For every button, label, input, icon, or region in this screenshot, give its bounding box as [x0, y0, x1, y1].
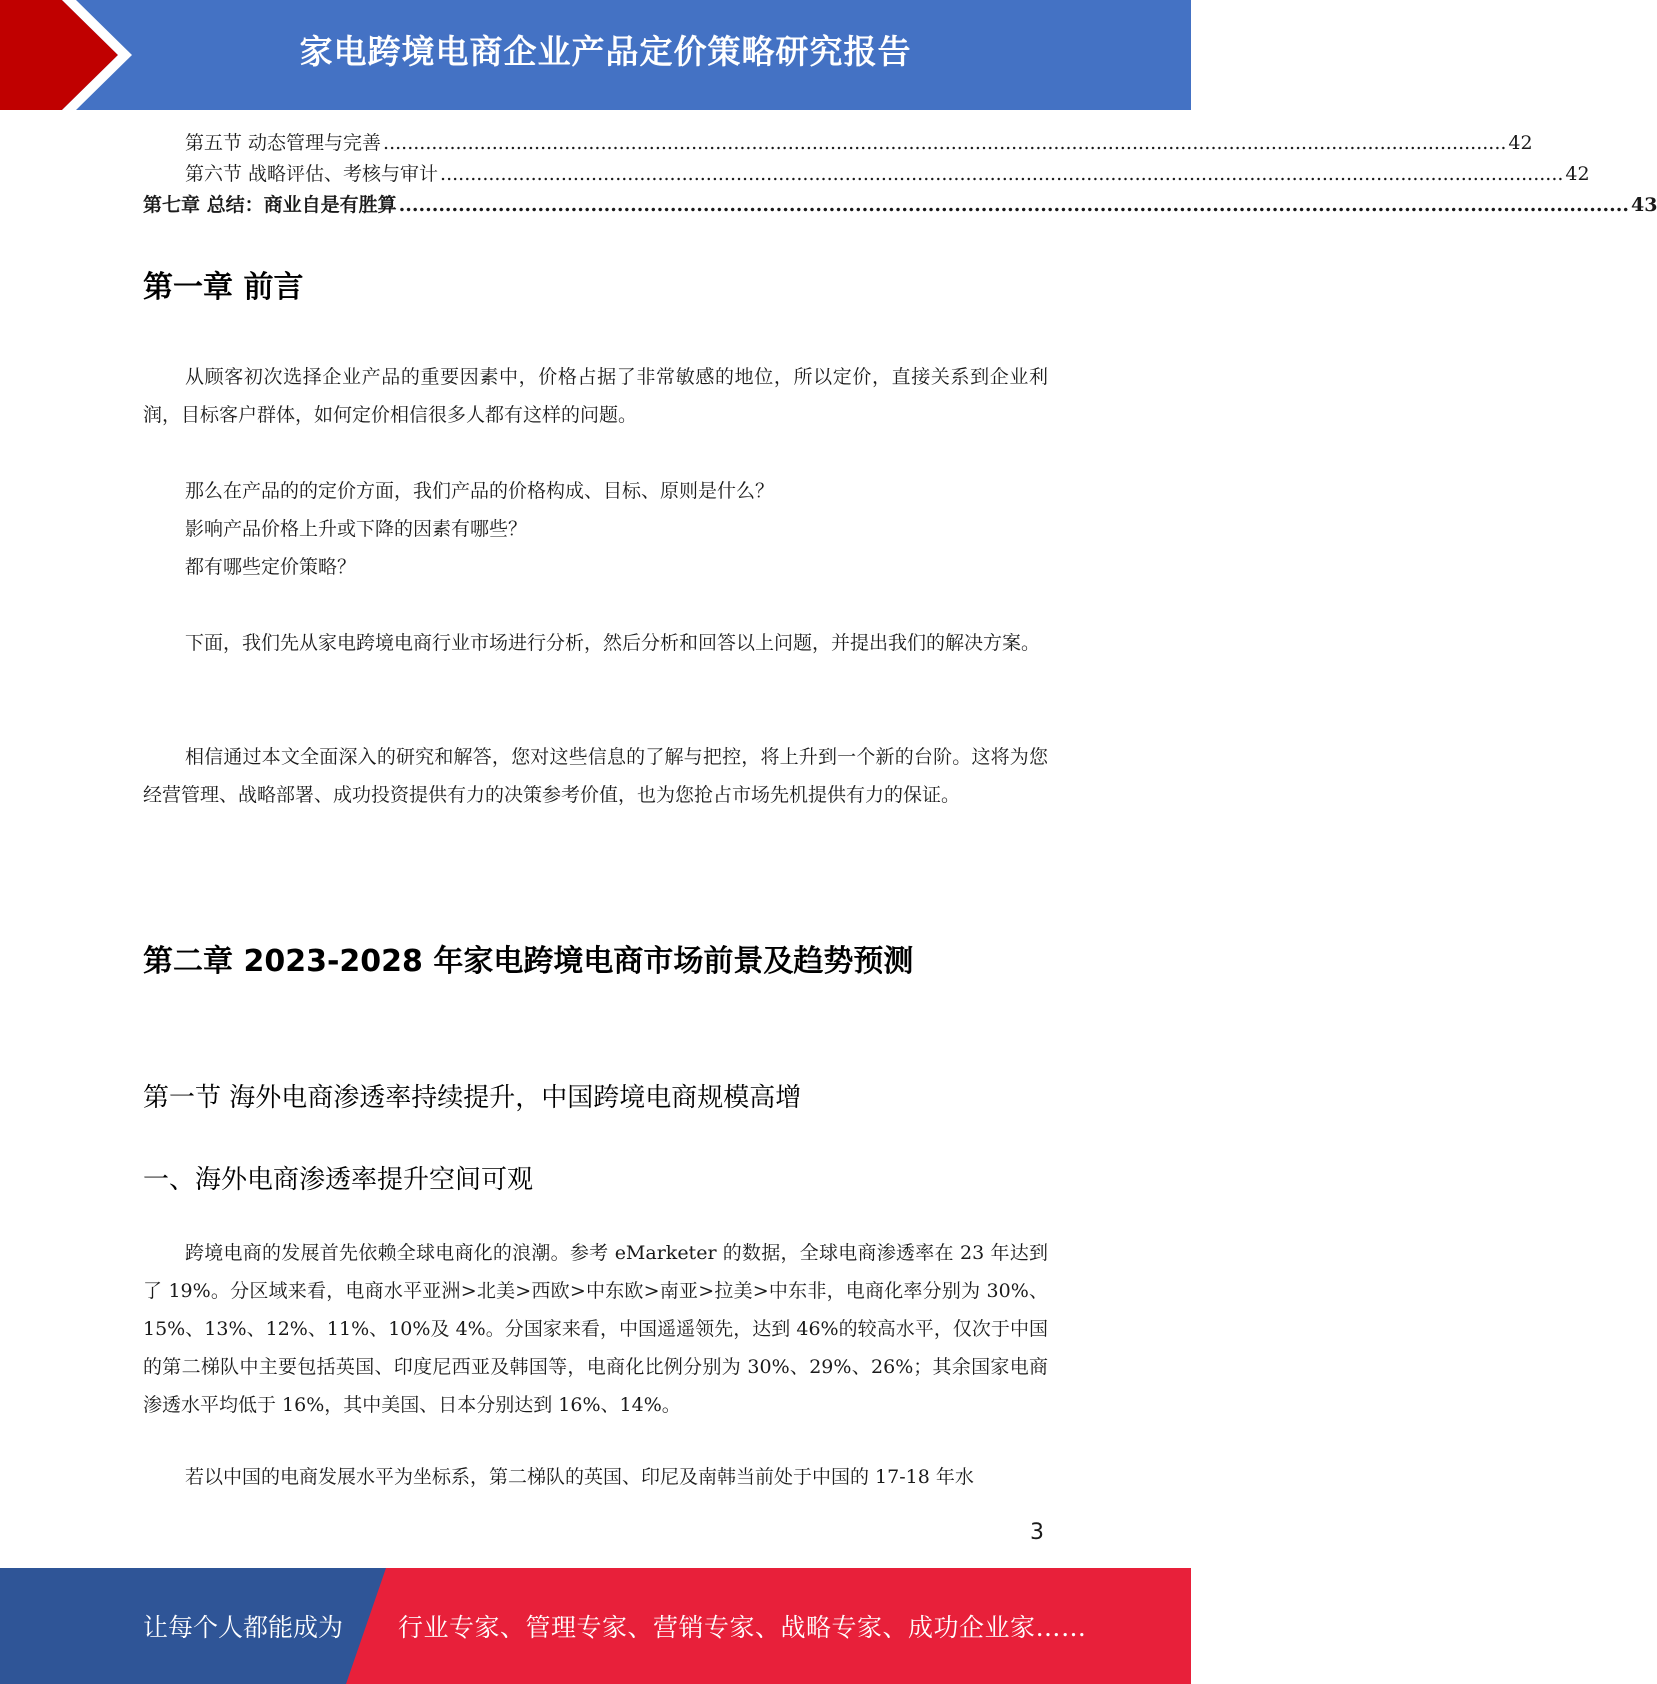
- table-of-contents: [143, 128, 1657, 221]
- page-number: 3: [1030, 1520, 1044, 1545]
- toc-entry-label: 第七章 总结：商业自是有胜算: [143, 194, 397, 216]
- chapter2-paragraph-1: 跨境电商的发展首先依赖全球电商化的浪潮。参考 eMarketer 的数据，全球电商渗透率在 23 年达到了 19%。分区域来看，电商水平亚洲>北美>西欧>中东欧>南亚>拉美>中东非，电商化率分别为 30%、15%、13%、12%、11%、10%及 4%。分国家来看，中国遥遥领先，达到 46%的较高水平，仅次于中国的第二梯队中主要包括英国、印度尼西亚及韩国等，电商化比例分别为 30%、29%、26%；其余国家电商渗透水平均低于 16%，其中美国、日本分别达到 16%、14%。: [143, 1242, 1048, 1416]
- footer-banner: [0, 1568, 1191, 1684]
- toc-entry-label: 第六节 战略评估、考核与审计: [185, 163, 439, 185]
- chapter1-question-2: 影响产品价格上升或下降的因素有哪些？: [185, 518, 528, 540]
- section1-heading: 第一节 海外电商渗透率持续提升，中国跨境电商规模高增: [143, 1083, 802, 1113]
- chapter2-paragraph-2: 若以中国的电商发展水平为坐标系，第二梯队的英国、印尼及南韩当前处于中国的 17-18 年水: [185, 1466, 974, 1488]
- toc-leader-dots: ..........................................................................................................................................................................................: [383, 132, 1507, 154]
- chapter1-paragraph-1: 从顾客初次选择企业产品的重要因素中，价格占据了非常敏感的地位，所以定价，直接关系到企业利润，目标客户群体，如何定价相信很多人都有这样的问题。: [143, 366, 1048, 426]
- chapter1-heading: 第一章 前言: [143, 270, 304, 305]
- footer-slogan-left: 让每个人都能成为: [143, 1613, 344, 1642]
- toc-entry-page: 42: [1565, 163, 1590, 185]
- chapter1-paragraph-2: 下面，我们先从家电跨境电商行业市场进行分析，然后分析和回答以上问题，并提出我们的解决方案。: [185, 632, 1041, 654]
- toc-leader-dots: ..........................................................................................................................................................................................: [398, 194, 1629, 216]
- footer-slogan-right: 行业专家、管理专家、营销专家、战略专家、成功企业家……: [398, 1613, 1087, 1642]
- header-banner: [0, 0, 1191, 110]
- subsection1-heading: 一、海外电商渗透率提升空间可观: [143, 1165, 534, 1195]
- chapter1-question-3: 都有哪些定价策略？: [185, 556, 357, 578]
- toc-entry[interactable]: [143, 159, 1590, 190]
- report-title: 家电跨境电商企业产品定价策略研究报告: [299, 32, 912, 71]
- chapter1-question-1: 那么在产品的的定价方面，我们产品的价格构成、目标、原则是什么？: [185, 480, 775, 502]
- toc-entry-label: 第五节 动态管理与完善: [185, 132, 382, 154]
- toc-entry-page: 42: [1508, 132, 1533, 154]
- toc-leader-dots: ..........................................................................................................................................................................................: [440, 163, 1564, 185]
- chapter2-heading: 第二章 2023-2028 年家电跨境电商市场前景及趋势预测: [143, 944, 914, 979]
- chapter1-paragraph-3: 相信通过本文全面深入的研究和解答，您对这些信息的了解与把控，将上升到一个新的台阶。这将为您经营管理、战略部署、成功投资提供有力的决策参考价值，也为您抢占市场先机提供有力的保证。: [143, 746, 1048, 806]
- toc-entry[interactable]: [143, 128, 1533, 159]
- toc-entry-page: 43: [1630, 194, 1657, 216]
- toc-entry[interactable]: [143, 190, 1657, 221]
